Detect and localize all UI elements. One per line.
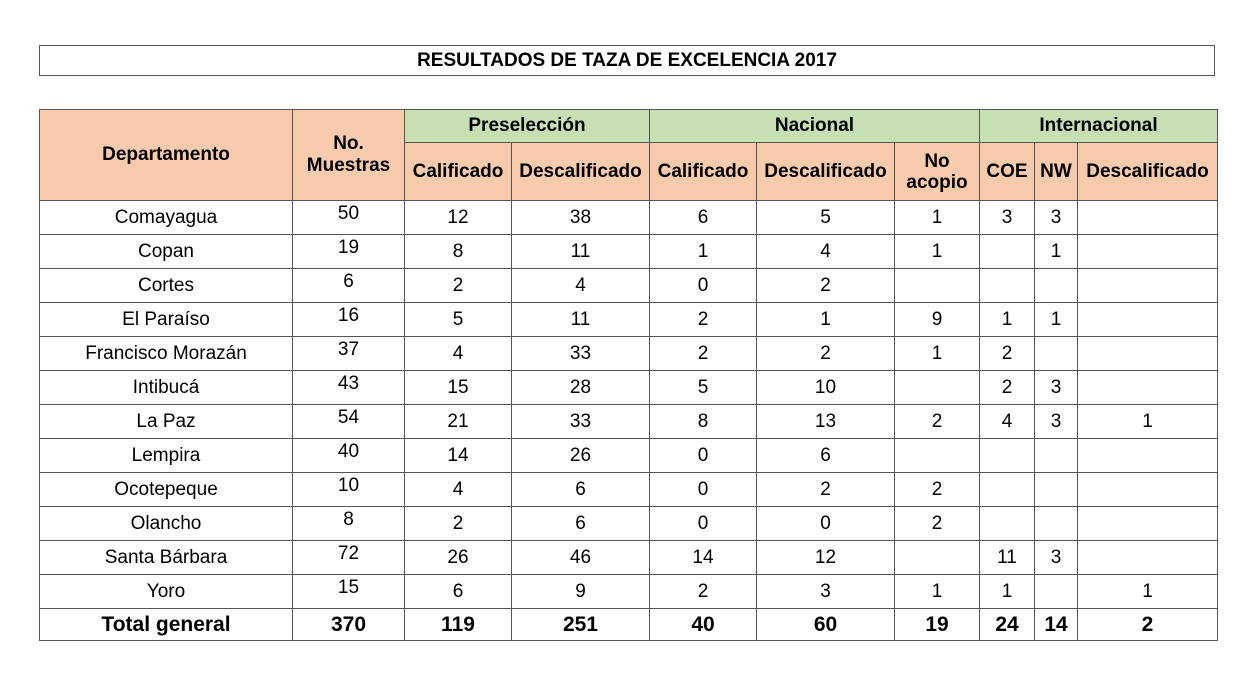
cell-muestras: 40	[293, 439, 405, 473]
header-no-acopio-line1: No	[924, 150, 950, 172]
cell-pre-descalificado: 38	[512, 201, 650, 235]
cell-no-acopio: 2	[895, 507, 980, 541]
cell-no-acopio: 1	[895, 235, 980, 269]
cell-pre-descalificado: 26	[512, 439, 650, 473]
cell-int-descalificado	[1078, 541, 1218, 575]
cell-coe	[980, 473, 1035, 507]
cell-pre-descalificado: 46	[512, 541, 650, 575]
cell-nac-descalificado: 2	[757, 337, 895, 371]
cell-nac-descalificado: 4	[757, 235, 895, 269]
table-row	[40, 473, 1218, 507]
cell-pre-descalificado: 33	[512, 405, 650, 439]
header-no-muestras	[293, 110, 405, 201]
cell-pre-calificado: 8	[405, 235, 512, 269]
cell-pre-descalificado: 9	[512, 575, 650, 609]
header-nac-calificado: Calificado	[650, 143, 757, 201]
cell-nac-calificado: 14	[650, 541, 757, 575]
cell-coe: 1	[980, 303, 1035, 337]
cell-no-acopio: 9	[895, 303, 980, 337]
cell-nac-descalificado: 0	[757, 507, 895, 541]
total-int-descalificado: 2	[1078, 609, 1218, 641]
header-no-muestras-line1: No.	[333, 133, 364, 154]
cell-coe: 3	[980, 201, 1035, 235]
table-row	[40, 507, 1218, 541]
cell-coe: 2	[980, 371, 1035, 405]
table-row	[40, 337, 1218, 371]
cell-departamento: Copan	[40, 235, 293, 269]
cell-pre-descalificado: 4	[512, 269, 650, 303]
cell-muestras: 50	[293, 201, 405, 235]
cell-nw	[1035, 473, 1078, 507]
cell-nac-descalificado: 12	[757, 541, 895, 575]
cell-nac-calificado: 5	[650, 371, 757, 405]
cell-departamento: Ocotepeque	[40, 473, 293, 507]
cell-nac-descalificado: 2	[757, 269, 895, 303]
cell-no-acopio: 2	[895, 473, 980, 507]
cell-pre-calificado: 15	[405, 371, 512, 405]
table-row	[40, 439, 1218, 473]
cell-no-acopio	[895, 269, 980, 303]
table-row	[40, 201, 1218, 235]
table-row	[40, 405, 1218, 439]
cell-int-descalificado: 1	[1078, 405, 1218, 439]
cell-nw: 3	[1035, 371, 1078, 405]
cell-nac-calificado: 2	[650, 303, 757, 337]
cell-pre-calificado: 2	[405, 507, 512, 541]
cell-muestras: 37	[293, 337, 405, 371]
cell-int-descalificado	[1078, 507, 1218, 541]
table-body	[40, 201, 1218, 641]
cell-nac-calificado: 8	[650, 405, 757, 439]
cell-departamento: Olancho	[40, 507, 293, 541]
table-header	[40, 110, 1218, 201]
cell-nac-descalificado: 6	[757, 439, 895, 473]
cell-no-acopio: 1	[895, 337, 980, 371]
total-muestras: 370	[293, 609, 405, 641]
header-group-internacional: Internacional	[980, 110, 1218, 143]
header-pre-calificado: Calificado	[405, 143, 512, 201]
header-group-nacional: Nacional	[650, 110, 980, 143]
cell-nac-descalificado: 3	[757, 575, 895, 609]
cell-nac-descalificado: 2	[757, 473, 895, 507]
cell-coe: 11	[980, 541, 1035, 575]
cell-muestras: 72	[293, 541, 405, 575]
cell-muestras: 19	[293, 235, 405, 269]
cell-int-descalificado	[1078, 269, 1218, 303]
cell-pre-descalificado: 33	[512, 337, 650, 371]
table-row	[40, 235, 1218, 269]
cell-nac-calificado: 1	[650, 235, 757, 269]
header-no-muestras-line2: Muestras	[306, 155, 391, 176]
cell-nw: 3	[1035, 201, 1078, 235]
header-no-acopio-line2: acopio	[906, 171, 968, 193]
cell-nw	[1035, 337, 1078, 371]
cell-departamento: Comayagua	[40, 201, 293, 235]
cell-no-acopio: 1	[895, 575, 980, 609]
cell-muestras: 6	[293, 269, 405, 303]
table-row	[40, 269, 1218, 303]
cell-nac-calificado: 0	[650, 507, 757, 541]
cell-nw: 3	[1035, 405, 1078, 439]
cell-pre-calificado: 4	[405, 337, 512, 371]
header-nac-descalificado: Descalificado	[757, 143, 895, 201]
cell-pre-calificado: 6	[405, 575, 512, 609]
cell-nw	[1035, 439, 1078, 473]
results-table	[39, 109, 1218, 641]
cell-muestras: 8	[293, 507, 405, 541]
cell-coe	[980, 269, 1035, 303]
total-nw: 14	[1035, 609, 1078, 641]
cell-int-descalificado	[1078, 337, 1218, 371]
table-row	[40, 303, 1218, 337]
header-group-preseleccion: Preselección	[405, 110, 650, 143]
header-departamento: Departamento	[40, 110, 293, 201]
cell-pre-calificado: 14	[405, 439, 512, 473]
cell-nac-calificado: 0	[650, 439, 757, 473]
total-nac-descalificado: 60	[757, 609, 895, 641]
cell-int-descalificado	[1078, 439, 1218, 473]
cell-departamento: El Paraíso	[40, 303, 293, 337]
cell-departamento: Lempira	[40, 439, 293, 473]
cell-pre-descalificado: 11	[512, 235, 650, 269]
cell-muestras: 43	[293, 371, 405, 405]
cell-nw	[1035, 575, 1078, 609]
total-pre-descalificado: 251	[512, 609, 650, 641]
cell-int-descalificado	[1078, 303, 1218, 337]
report-title: RESULTADOS DE TAZA DE EXCELENCIA 2017	[39, 45, 1215, 76]
table-row	[40, 575, 1218, 609]
cell-pre-descalificado: 11	[512, 303, 650, 337]
cell-coe	[980, 439, 1035, 473]
cell-no-acopio	[895, 439, 980, 473]
cell-no-acopio: 2	[895, 405, 980, 439]
table-row	[40, 371, 1218, 405]
cell-pre-calificado: 21	[405, 405, 512, 439]
cell-departamento: La Paz	[40, 405, 293, 439]
cell-nw	[1035, 507, 1078, 541]
cell-departamento: Cortes	[40, 269, 293, 303]
header-pre-descalificado: Descalificado	[512, 143, 650, 201]
cell-nw: 1	[1035, 303, 1078, 337]
cell-coe: 1	[980, 575, 1035, 609]
total-coe: 24	[980, 609, 1035, 641]
cell-pre-descalificado: 28	[512, 371, 650, 405]
cell-nw: 1	[1035, 235, 1078, 269]
cell-muestras: 10	[293, 473, 405, 507]
cell-nac-descalificado: 10	[757, 371, 895, 405]
cell-nac-calificado: 6	[650, 201, 757, 235]
cell-no-acopio	[895, 541, 980, 575]
cell-muestras: 54	[293, 405, 405, 439]
cell-departamento: Yoro	[40, 575, 293, 609]
cell-nac-descalificado: 1	[757, 303, 895, 337]
cell-nac-calificado: 2	[650, 337, 757, 371]
cell-int-descalificado: 1	[1078, 575, 1218, 609]
total-no-acopio: 19	[895, 609, 980, 641]
cell-int-descalificado	[1078, 201, 1218, 235]
cell-no-acopio	[895, 371, 980, 405]
cell-pre-descalificado: 6	[512, 473, 650, 507]
cell-nw	[1035, 269, 1078, 303]
cell-pre-calificado: 2	[405, 269, 512, 303]
header-int-nw: NW	[1035, 143, 1078, 201]
total-row	[40, 609, 1218, 641]
cell-pre-calificado: 4	[405, 473, 512, 507]
cell-muestras: 15	[293, 575, 405, 609]
cell-nac-calificado: 2	[650, 575, 757, 609]
header-nac-no-acopio	[895, 143, 980, 201]
cell-coe: 4	[980, 405, 1035, 439]
cell-nac-descalificado: 13	[757, 405, 895, 439]
cell-departamento: Santa Bárbara	[40, 541, 293, 575]
cell-nac-descalificado: 5	[757, 201, 895, 235]
cell-nac-calificado: 0	[650, 473, 757, 507]
table-row	[40, 541, 1218, 575]
cell-nw: 3	[1035, 541, 1078, 575]
cell-nac-calificado: 0	[650, 269, 757, 303]
cell-departamento: Intibucá	[40, 371, 293, 405]
cell-pre-calificado: 5	[405, 303, 512, 337]
cell-pre-calificado: 26	[405, 541, 512, 575]
header-int-descalificado: Descalificado	[1078, 143, 1218, 201]
cell-departamento: Francisco Morazán	[40, 337, 293, 371]
cell-pre-calificado: 12	[405, 201, 512, 235]
cell-coe	[980, 235, 1035, 269]
cell-int-descalificado	[1078, 235, 1218, 269]
cell-muestras: 16	[293, 303, 405, 337]
cell-no-acopio: 1	[895, 201, 980, 235]
header-int-coe: COE	[980, 143, 1035, 201]
cell-int-descalificado	[1078, 371, 1218, 405]
total-nac-calificado: 40	[650, 609, 757, 641]
cell-coe: 2	[980, 337, 1035, 371]
total-label: Total general	[40, 609, 293, 641]
cell-pre-descalificado: 6	[512, 507, 650, 541]
cell-coe	[980, 507, 1035, 541]
cell-int-descalificado	[1078, 473, 1218, 507]
total-pre-calificado: 119	[405, 609, 512, 641]
